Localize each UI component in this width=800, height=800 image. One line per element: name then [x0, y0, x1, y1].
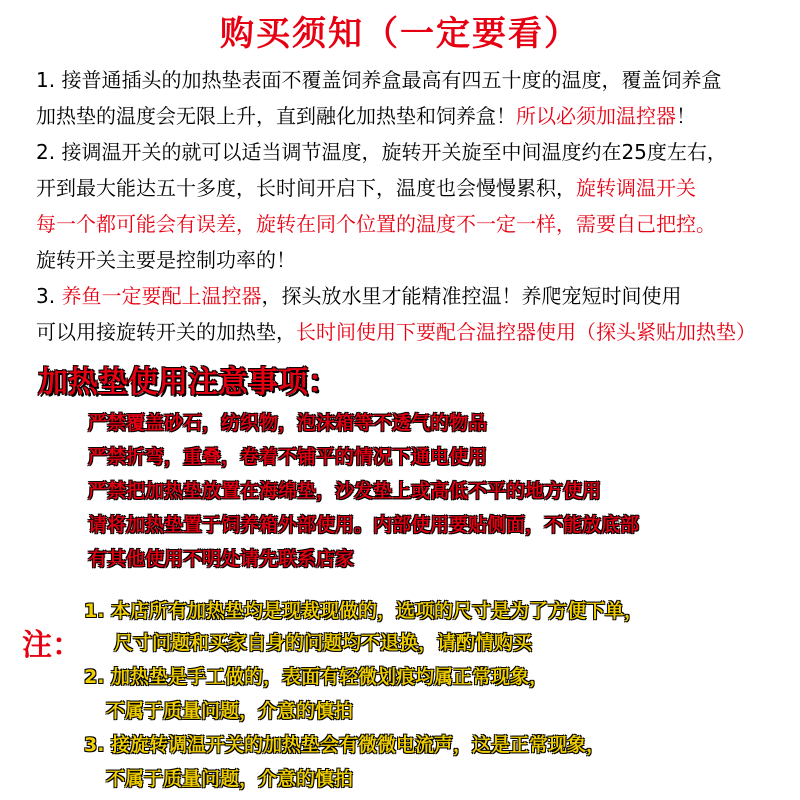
precaution-item: 严禁折弯，重叠，卷着不铺平的情况下通电使用 [88, 446, 488, 468]
precaution-item: 有其他使用不明处请先联系店家 [88, 548, 355, 570]
instruction-line-3: 2. 接调温开关的就可以适当调节温度，旋转开关旋至中间温度约在25度左右， [36, 140, 727, 164]
instruction-highlight: 所以必须加温控器 [516, 104, 676, 128]
instruction-highlight: 养鱼一定要配上温控器 [61, 284, 262, 308]
instruction-line-6: 旋转开关主要是控制功率的！ [36, 248, 296, 272]
precaution-item: 严禁把加热垫放置在海绵垫，沙发垫上或高低不平的地方使用 [88, 480, 602, 502]
instruction-text: 加热垫的温度会无限上升，直到融化加热垫和饲养盒！ [36, 104, 516, 128]
note-line: 尺寸问题和买家自身的问题均不退换，请酌情购买 [114, 632, 533, 654]
note-line: 不属于质量问题，介意的慎拍 [106, 768, 354, 790]
instruction-line-8 [36, 316, 756, 345]
precautions-title: 加热垫使用注意事项： [38, 365, 338, 400]
note-line: 不属于质量问题，介意的慎拍 [106, 700, 354, 722]
instruction-line-7 [36, 280, 681, 309]
instruction-line-1: 1. 接普通插头的加热垫表面不覆盖饲养盒最高有四五十度的温度，覆盖饲养盒 [36, 68, 722, 92]
page-title: 购买须知（一定要看） [220, 14, 580, 54]
instruction-text: ！ [676, 104, 696, 128]
note-line: 2. 加热垫是手工做的，表面有轻微划痕均属正常现象， [84, 666, 549, 688]
instruction-line-2 [36, 100, 696, 129]
instruction-line-4 [36, 172, 696, 201]
precaution-item: 严禁覆盖砂石，纺织物，泡沫箱等不透气的物品 [88, 412, 488, 434]
instruction-text: ，探头放水里才能精准控温！养爬宠短时间使用 [261, 284, 682, 308]
notes-label: 注： [22, 628, 82, 663]
precaution-item: 请将加热垫置于饲养箱外部使用。内部使用要贴侧面，不能放底部 [88, 514, 640, 536]
instruction-line-5: 每一个都可能会有误差，旋转在同个位置的温度不一定一样，需要自己把控。 [36, 212, 716, 236]
instruction-text: 开到最大能达五十多度，长时间开启下，温度也会慢慢累积， [36, 176, 576, 200]
instruction-highlight: 旋转调温开关 [576, 176, 696, 200]
note-line: 3. 接旋转调温开关的加热垫会有微微电流声，这是正常现象， [84, 734, 606, 756]
instruction-text: 3. [36, 284, 62, 308]
instruction-highlight: 长时间使用下要配合温控器使用（探头紧贴加热垫） [296, 320, 756, 344]
instruction-text: 可以用接旋转开关的加热垫， [36, 320, 296, 344]
note-line: 1. 本店所有加热垫均是现裁现做的，选项的尺寸是为了方便下单， [84, 600, 644, 622]
